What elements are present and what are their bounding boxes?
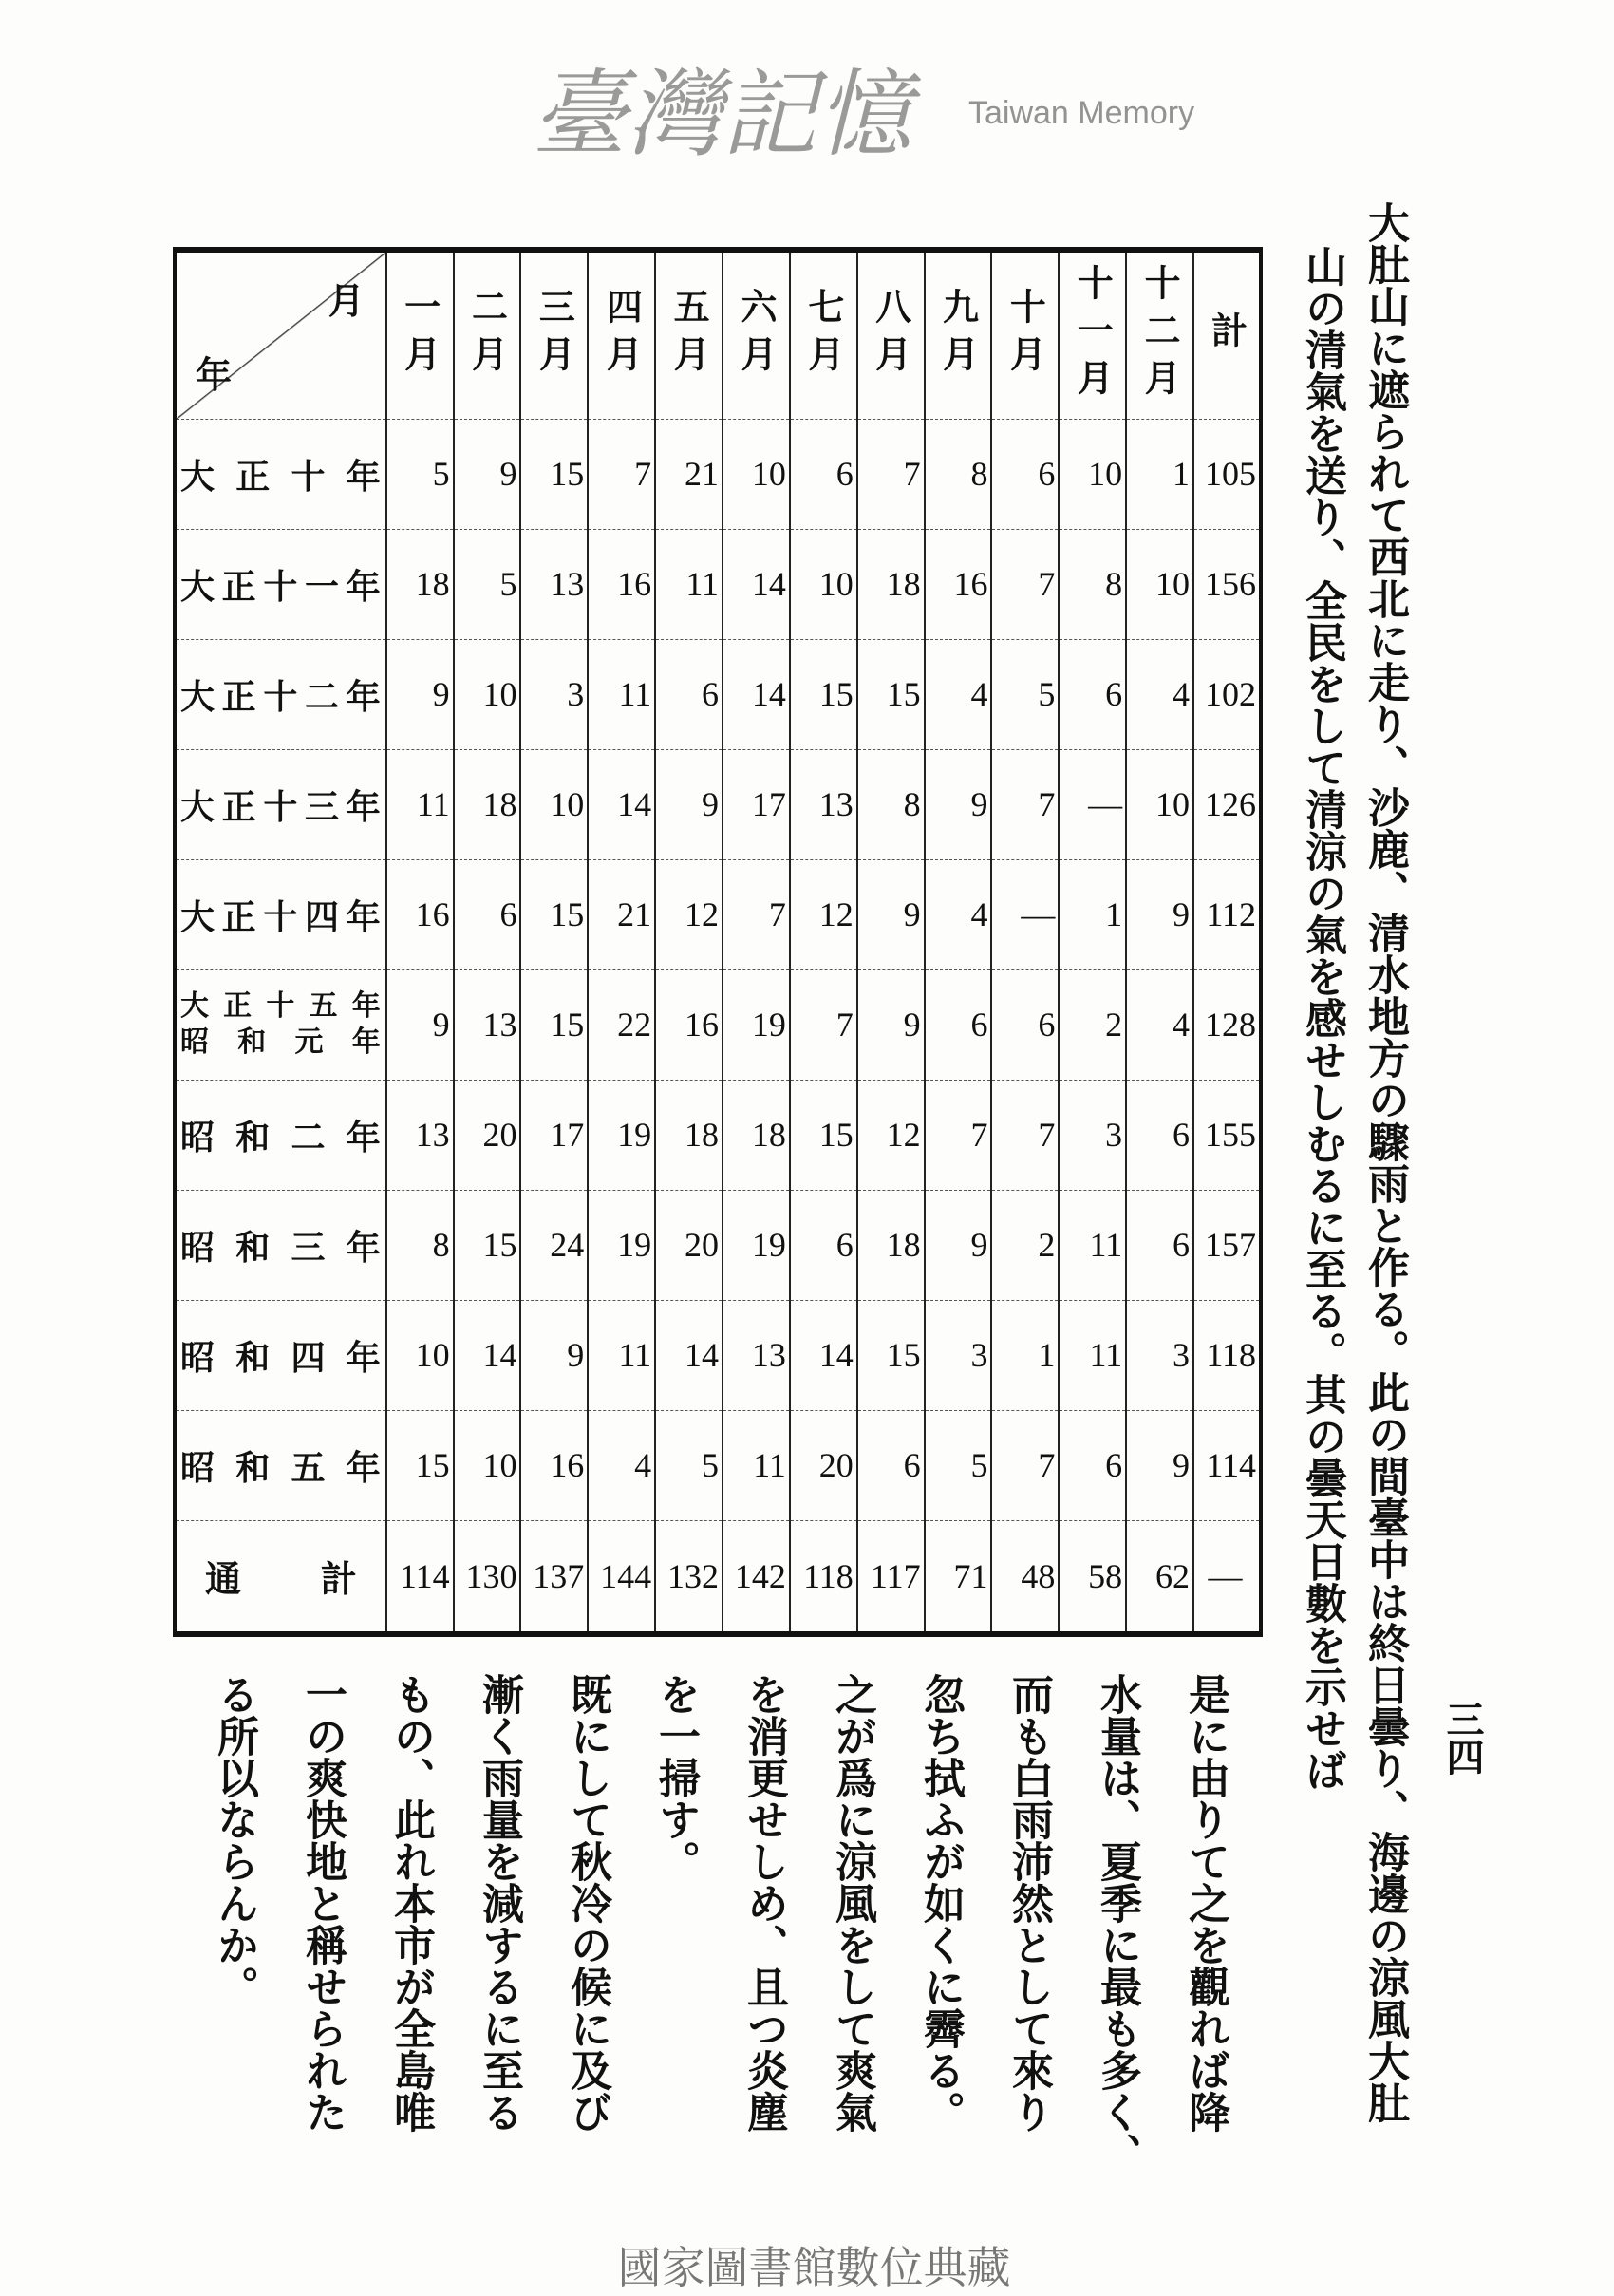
- value-cell: 9: [655, 749, 723, 859]
- row-total-cell: 102: [1193, 639, 1261, 749]
- cloudy-days-table: [173, 247, 1263, 1637]
- row-total-cell: 126: [1193, 749, 1261, 859]
- column-total-cell: 132: [655, 1520, 723, 1634]
- value-cell: 6: [655, 639, 723, 749]
- value-cell: 18: [655, 1080, 723, 1190]
- value-cell: 15: [454, 1190, 521, 1300]
- header-month: 十月: [991, 250, 1059, 419]
- row-year: 大正十一年: [175, 529, 386, 639]
- table-row: [175, 1080, 1261, 1190]
- value-cell: 5: [925, 1410, 992, 1520]
- header-month: 四月: [588, 250, 655, 419]
- header-total: 計: [1193, 250, 1261, 419]
- value-cell: —: [1059, 749, 1126, 859]
- value-cell: 5: [386, 419, 454, 529]
- value-cell: 10: [790, 529, 857, 639]
- row-year: 大正十年: [175, 419, 386, 529]
- column-total-cell: 58: [1059, 1520, 1126, 1634]
- value-cell: 6: [925, 969, 992, 1080]
- header-month: 十一月: [1059, 250, 1126, 419]
- value-cell: 3: [1126, 1300, 1193, 1410]
- value-cell: 18: [454, 749, 521, 859]
- value-cell: 7: [991, 749, 1059, 859]
- value-cell: 15: [790, 639, 857, 749]
- value-cell: 14: [790, 1300, 857, 1410]
- body-text-line: 之が爲に涼風をして爽氣: [828, 1673, 876, 2133]
- header-month: 十二月: [1126, 250, 1193, 419]
- value-cell: 22: [588, 969, 655, 1080]
- table-row: [175, 529, 1261, 639]
- row-total-cell: 118: [1193, 1300, 1261, 1410]
- value-cell: 16: [588, 529, 655, 639]
- watermark-logo: 臺灣記憶: [532, 59, 911, 170]
- value-cell: 15: [857, 639, 925, 749]
- value-cell: 21: [588, 859, 655, 969]
- page-number: 三四: [1440, 1700, 1485, 1776]
- column-total-cell: 117: [857, 1520, 925, 1634]
- value-cell: 12: [790, 859, 857, 969]
- value-cell: 6: [1059, 1410, 1126, 1520]
- table-header-row: [175, 250, 1261, 419]
- value-cell: 5: [655, 1410, 723, 1520]
- value-cell: 11: [1059, 1190, 1126, 1300]
- value-cell: 9: [857, 859, 925, 969]
- header-month: 五月: [655, 250, 723, 419]
- table-row: [175, 1190, 1261, 1300]
- row-year: 大正十三年: [175, 749, 386, 859]
- value-cell: 19: [588, 1080, 655, 1190]
- row-total-cell: 157: [1193, 1190, 1261, 1300]
- body-text-line: 既にして秋冷の候に及び: [563, 1673, 611, 2133]
- table-row: [175, 639, 1261, 749]
- table-row: [175, 1410, 1261, 1520]
- column-total-cell: 118: [790, 1520, 857, 1634]
- value-cell: 19: [588, 1190, 655, 1300]
- table-row: [175, 749, 1261, 859]
- value-cell: 13: [386, 1080, 454, 1190]
- row-total-cell: 114: [1193, 1410, 1261, 1520]
- value-cell: 1: [991, 1300, 1059, 1410]
- value-cell: 14: [723, 639, 790, 749]
- column-total-cell: 48: [991, 1520, 1059, 1634]
- row-year: 昭和二年: [175, 1080, 386, 1190]
- value-cell: 11: [588, 1300, 655, 1410]
- total-row: [175, 1520, 1261, 1634]
- value-cell: 11: [588, 639, 655, 749]
- watermark-logo-en: Taiwan Memory: [968, 95, 1195, 131]
- value-cell: 7: [790, 969, 857, 1080]
- value-cell: 17: [723, 749, 790, 859]
- body-text-line: 而も白雨沛然として來り: [1004, 1673, 1053, 2133]
- value-cell: 13: [790, 749, 857, 859]
- value-cell: 16: [386, 859, 454, 969]
- footer-collection-label: 國家圖書館數位典藏: [617, 2242, 1011, 2293]
- corner-year-label: 年: [196, 355, 233, 396]
- row-total-cell: 105: [1193, 419, 1261, 529]
- table-corner-header: [175, 250, 386, 419]
- value-cell: 6: [454, 859, 521, 969]
- value-cell: 7: [857, 419, 925, 529]
- body-text-line: 忽ち拭ふが如くに霽る。: [916, 1673, 965, 2133]
- column-total-cell: 114: [386, 1520, 454, 1634]
- value-cell: 11: [1059, 1300, 1126, 1410]
- value-cell: 14: [454, 1300, 521, 1410]
- value-cell: 5: [454, 529, 521, 639]
- value-cell: 7: [925, 1080, 992, 1190]
- body-text-line: 是に由りて之を觀れば降: [1181, 1673, 1229, 2133]
- value-cell: 3: [1059, 1080, 1126, 1190]
- value-cell: 13: [723, 1300, 790, 1410]
- value-cell: 20: [655, 1190, 723, 1300]
- header-month: 七月: [790, 250, 857, 419]
- value-cell: 9: [386, 639, 454, 749]
- value-cell: 12: [857, 1080, 925, 1190]
- column-total-cell: —: [1193, 1520, 1261, 1634]
- value-cell: 19: [723, 1190, 790, 1300]
- row-year: 大正十四年: [175, 859, 386, 969]
- value-cell: 9: [925, 1190, 992, 1300]
- value-cell: 14: [588, 749, 655, 859]
- row-year: 昭和五年: [175, 1410, 386, 1520]
- value-cell: 4: [1126, 639, 1193, 749]
- value-cell: 1: [1126, 419, 1193, 529]
- value-cell: 10: [520, 749, 588, 859]
- value-cell: 13: [520, 529, 588, 639]
- header-month: 八月: [857, 250, 925, 419]
- body-text-line: る所以ならんか。: [210, 1673, 258, 2007]
- value-cell: 12: [655, 859, 723, 969]
- value-cell: 8: [1059, 529, 1126, 639]
- value-cell: 15: [386, 1410, 454, 1520]
- header-month: 二月: [454, 250, 521, 419]
- column-total-cell: 142: [723, 1520, 790, 1634]
- value-cell: 3: [520, 639, 588, 749]
- value-cell: 10: [1059, 419, 1126, 529]
- column-total-cell: 137: [520, 1520, 588, 1634]
- value-cell: 5: [991, 639, 1059, 749]
- value-cell: 20: [454, 1080, 521, 1190]
- body-text-line: を一掃す。: [651, 1673, 700, 1882]
- value-cell: 14: [723, 529, 790, 639]
- value-cell: 1: [1059, 859, 1126, 969]
- column-total-cell: 144: [588, 1520, 655, 1634]
- value-cell: 2: [1059, 969, 1126, 1080]
- total-label-a: 通: [205, 1560, 242, 1601]
- value-cell: 10: [454, 1410, 521, 1520]
- value-cell: 18: [723, 1080, 790, 1190]
- value-cell: 6: [1126, 1080, 1193, 1190]
- body-text: [190, 1673, 1249, 2174]
- value-cell: 4: [925, 859, 992, 969]
- value-cell: 18: [386, 529, 454, 639]
- table-row: [175, 1300, 1261, 1410]
- value-cell: 10: [386, 1300, 454, 1410]
- row-total-cell: 155: [1193, 1080, 1261, 1190]
- row-total-cell: 128: [1193, 969, 1261, 1080]
- value-cell: 9: [925, 749, 992, 859]
- value-cell: 7: [723, 859, 790, 969]
- column-total-cell: 130: [454, 1520, 521, 1634]
- value-cell: 6: [790, 419, 857, 529]
- value-cell: 9: [857, 969, 925, 1080]
- value-cell: 7: [991, 529, 1059, 639]
- value-cell: 16: [655, 969, 723, 1080]
- header-month: 六月: [723, 250, 790, 419]
- value-cell: 14: [655, 1300, 723, 1410]
- row-total-cell: 112: [1193, 859, 1261, 969]
- value-cell: 9: [1126, 1410, 1193, 1520]
- value-cell: 10: [723, 419, 790, 529]
- value-cell: 6: [790, 1190, 857, 1300]
- value-cell: 13: [454, 969, 521, 1080]
- value-cell: 6: [857, 1410, 925, 1520]
- value-cell: 7: [991, 1080, 1059, 1190]
- value-cell: 15: [520, 969, 588, 1080]
- total-label-b: 計: [320, 1560, 357, 1601]
- value-cell: 9: [520, 1300, 588, 1410]
- value-cell: 6: [991, 419, 1059, 529]
- header-month: 九月: [925, 250, 992, 419]
- value-cell: 15: [520, 859, 588, 969]
- value-cell: 19: [723, 969, 790, 1080]
- column-total-cell: 62: [1126, 1520, 1193, 1634]
- value-cell: 15: [520, 419, 588, 529]
- body-text-line: 漸く雨量を減するに至る: [475, 1673, 523, 2133]
- header-month: 一月: [386, 250, 454, 419]
- value-cell: 9: [454, 419, 521, 529]
- value-cell: 9: [386, 969, 454, 1080]
- row-total-cell: 156: [1193, 529, 1261, 639]
- value-cell: 21: [655, 419, 723, 529]
- value-cell: 6: [1126, 1190, 1193, 1300]
- row-year: 昭和四年: [175, 1300, 386, 1410]
- value-cell: 2: [991, 1190, 1059, 1300]
- body-text-line: 一の爽快地と稱せられた: [298, 1673, 347, 2133]
- row-year: 昭和三年: [175, 1190, 386, 1300]
- table-row: [175, 419, 1261, 529]
- value-cell: 3: [925, 1300, 992, 1410]
- value-cell: 10: [1126, 529, 1193, 639]
- value-cell: 7: [991, 1410, 1059, 1520]
- value-cell: 11: [655, 529, 723, 639]
- value-cell: 17: [520, 1080, 588, 1190]
- value-cell: 8: [386, 1190, 454, 1300]
- row-year: 大正十五年 昭和元年: [175, 969, 386, 1080]
- value-cell: 15: [790, 1080, 857, 1190]
- header-month: 三月: [520, 250, 588, 419]
- value-cell: 10: [454, 639, 521, 749]
- intro-text-line-1: 大肚山に遮られて西北に走り、沙鹿、清水地方の驟雨と作る。此の間臺中は終日曇り、海邊の涼風大肚: [1361, 201, 1409, 2123]
- body-text-line: を消更せしめ、且つ炎塵: [740, 1673, 788, 2133]
- value-cell: 11: [723, 1410, 790, 1520]
- value-cell: —: [991, 859, 1059, 969]
- value-cell: 4: [925, 639, 992, 749]
- column-total-cell: 71: [925, 1520, 992, 1634]
- value-cell: 4: [588, 1410, 655, 1520]
- value-cell: 24: [520, 1190, 588, 1300]
- value-cell: 16: [925, 529, 992, 639]
- body-text-line: もの、此れ本市が全島唯: [386, 1673, 435, 2133]
- body-text-line: 水量は、夏季に最も多く、: [1093, 1673, 1141, 2174]
- value-cell: 8: [925, 419, 992, 529]
- value-cell: 6: [1059, 639, 1126, 749]
- table-row: [175, 969, 1261, 1080]
- value-cell: 16: [520, 1410, 588, 1520]
- value-cell: 6: [991, 969, 1059, 1080]
- table-row: [175, 859, 1261, 969]
- value-cell: 8: [857, 749, 925, 859]
- row-year: 大正十二年: [175, 639, 386, 749]
- intro-text-line-2: 山の清氣を送り、全民をして清涼の氣を感せしむるに至る。其の曇天日數を示せば: [1298, 245, 1346, 1791]
- value-cell: 10: [1126, 749, 1193, 859]
- value-cell: 18: [857, 1190, 925, 1300]
- value-cell: 15: [857, 1300, 925, 1410]
- value-cell: 4: [1126, 969, 1193, 1080]
- value-cell: 7: [588, 419, 655, 529]
- value-cell: 20: [790, 1410, 857, 1520]
- value-cell: 9: [1126, 859, 1193, 969]
- corner-month-label: 月: [328, 282, 365, 322]
- value-cell: 11: [386, 749, 454, 859]
- value-cell: 18: [857, 529, 925, 639]
- total-label-cell: [175, 1520, 386, 1634]
